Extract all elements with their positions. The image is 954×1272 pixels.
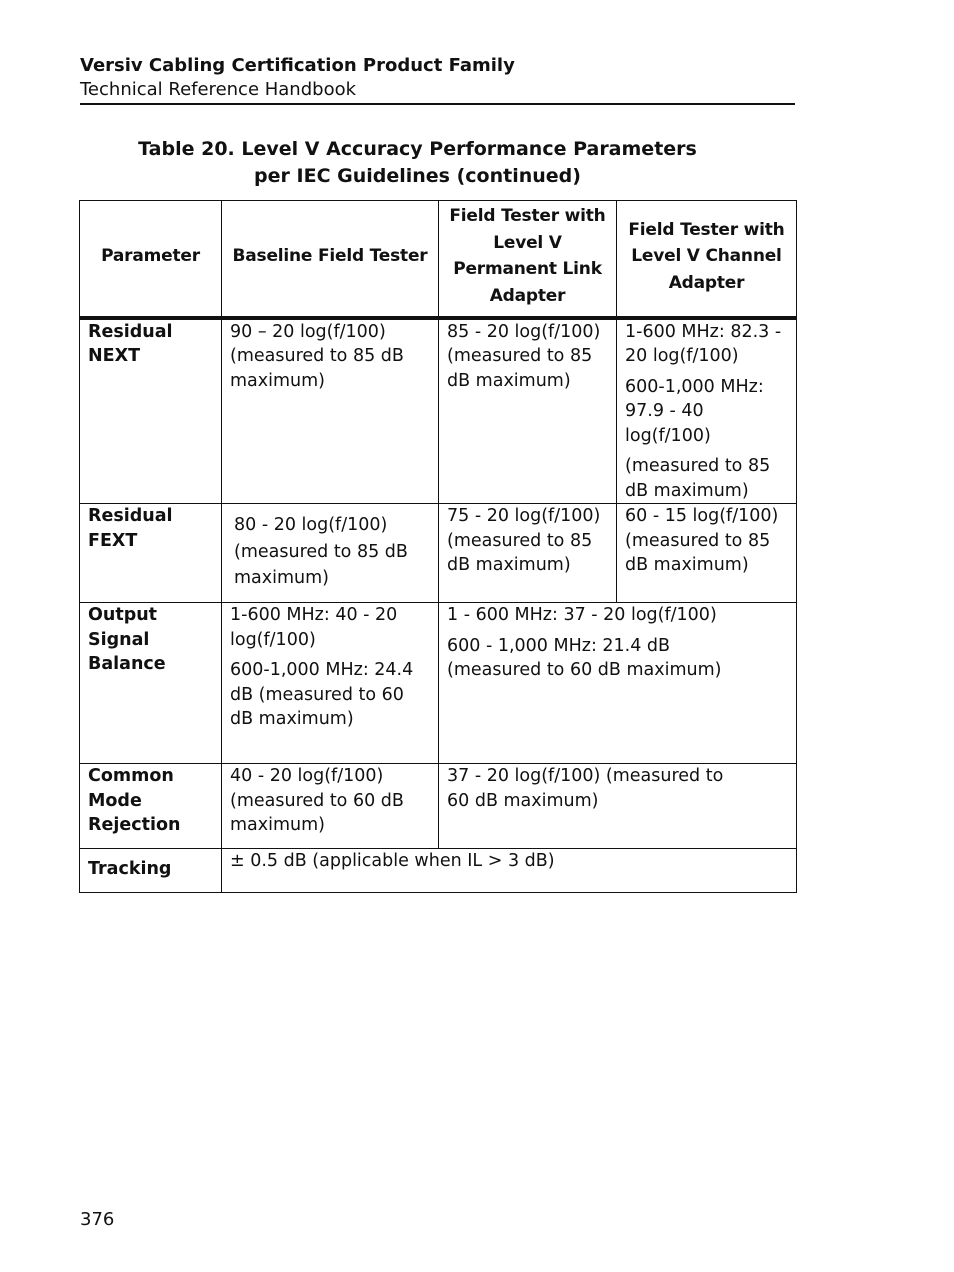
cell-text: 1-600 MHz: 82.3 - 20 log(f/100): [625, 321, 782, 366]
cell-text: 80 - 20 log(f/100) (measured to 85 dB maximum): [234, 515, 408, 588]
accuracy-table: [79, 200, 797, 893]
header-rule: [80, 103, 795, 105]
running-header: [80, 54, 795, 102]
cell-permanent-link: [439, 318, 617, 504]
param-tracking: Tracking: [80, 849, 222, 893]
cell-text: 1-600 MHz: 40 - 20 log(f/100): [230, 605, 398, 650]
param-common-mode-rejection: Common Mode Rejection: [80, 764, 222, 849]
table-row: [80, 603, 797, 764]
cell-channel: [617, 318, 797, 504]
cell-text: (measured to 85 dB maximum): [625, 456, 771, 501]
cell-text: 600-1,000 MHz: 97.9 - 40 log(f/100): [625, 376, 764, 446]
table-row: [80, 764, 797, 849]
cell-baseline: [222, 603, 439, 764]
col-header-permanent-link: Field Tester with Level V Permanent Link Adapter: [439, 201, 617, 318]
cell-text: 600 - 1,000 MHz: 21.4 dB (measured to 60 dB maximum): [447, 635, 722, 680]
cell-text: 85 - 20 log(f/100) (measured to 85 dB maximum): [447, 321, 601, 391]
cell-text: 1 - 600 MHz: 37 - 20 log(f/100): [447, 605, 717, 625]
document-subtitle: Technical Reference Handbook: [80, 79, 357, 100]
table-caption-line2: per IEC Guidelines (continued): [254, 165, 581, 187]
col-header-parameter: Parameter: [80, 201, 222, 318]
param-output-signal-balance: Output Signal Balance: [80, 603, 222, 764]
cell-text: 90 – 20 log(f/100) (measured to 85 dB maximum): [230, 321, 404, 391]
param-residual-fext: Residual FEXT: [80, 504, 222, 603]
cell-baseline: [222, 764, 439, 849]
param-residual-next: Residual NEXT: [80, 318, 222, 504]
table-caption: [80, 136, 795, 190]
cell-text: 40 - 20 log(f/100) (measured to 60 dB maximum): [230, 766, 404, 835]
document-title: Versiv Cabling Certification Product Family: [80, 55, 515, 76]
table-row: [80, 318, 797, 504]
table-row: [80, 849, 797, 893]
cell-text: 600-1,000 MHz: 24.4 dB (measured to 60 dB maximum): [230, 660, 414, 729]
cell-text: 60 - 15 log(f/100) (measured to 85 dB maximum): [625, 506, 779, 575]
cell-text: 75 - 20 log(f/100) (measured to 85 dB maximum): [447, 506, 601, 575]
cell-adapters: [439, 603, 797, 764]
cell-baseline: [222, 318, 439, 504]
cell-text: 37 - 20 log(f/100) (measured to 60 dB maximum): [447, 766, 724, 811]
table-row: [80, 504, 797, 603]
col-header-channel: Field Tester with Level V Channel Adapter: [617, 201, 797, 318]
page-number: 376: [80, 1209, 115, 1230]
col-header-baseline: Baseline Field Tester: [222, 201, 439, 318]
table-header-row: [80, 201, 797, 318]
cell-adapters: [439, 764, 797, 849]
cell-baseline: [222, 504, 439, 603]
table-caption-line1: Table 20. Level V Accuracy Performance Parameters: [138, 138, 697, 160]
cell-all: ± 0.5 dB (applicable when IL > 3 dB): [222, 849, 797, 893]
cell-channel: [617, 504, 797, 603]
cell-permanent-link: [439, 504, 617, 603]
